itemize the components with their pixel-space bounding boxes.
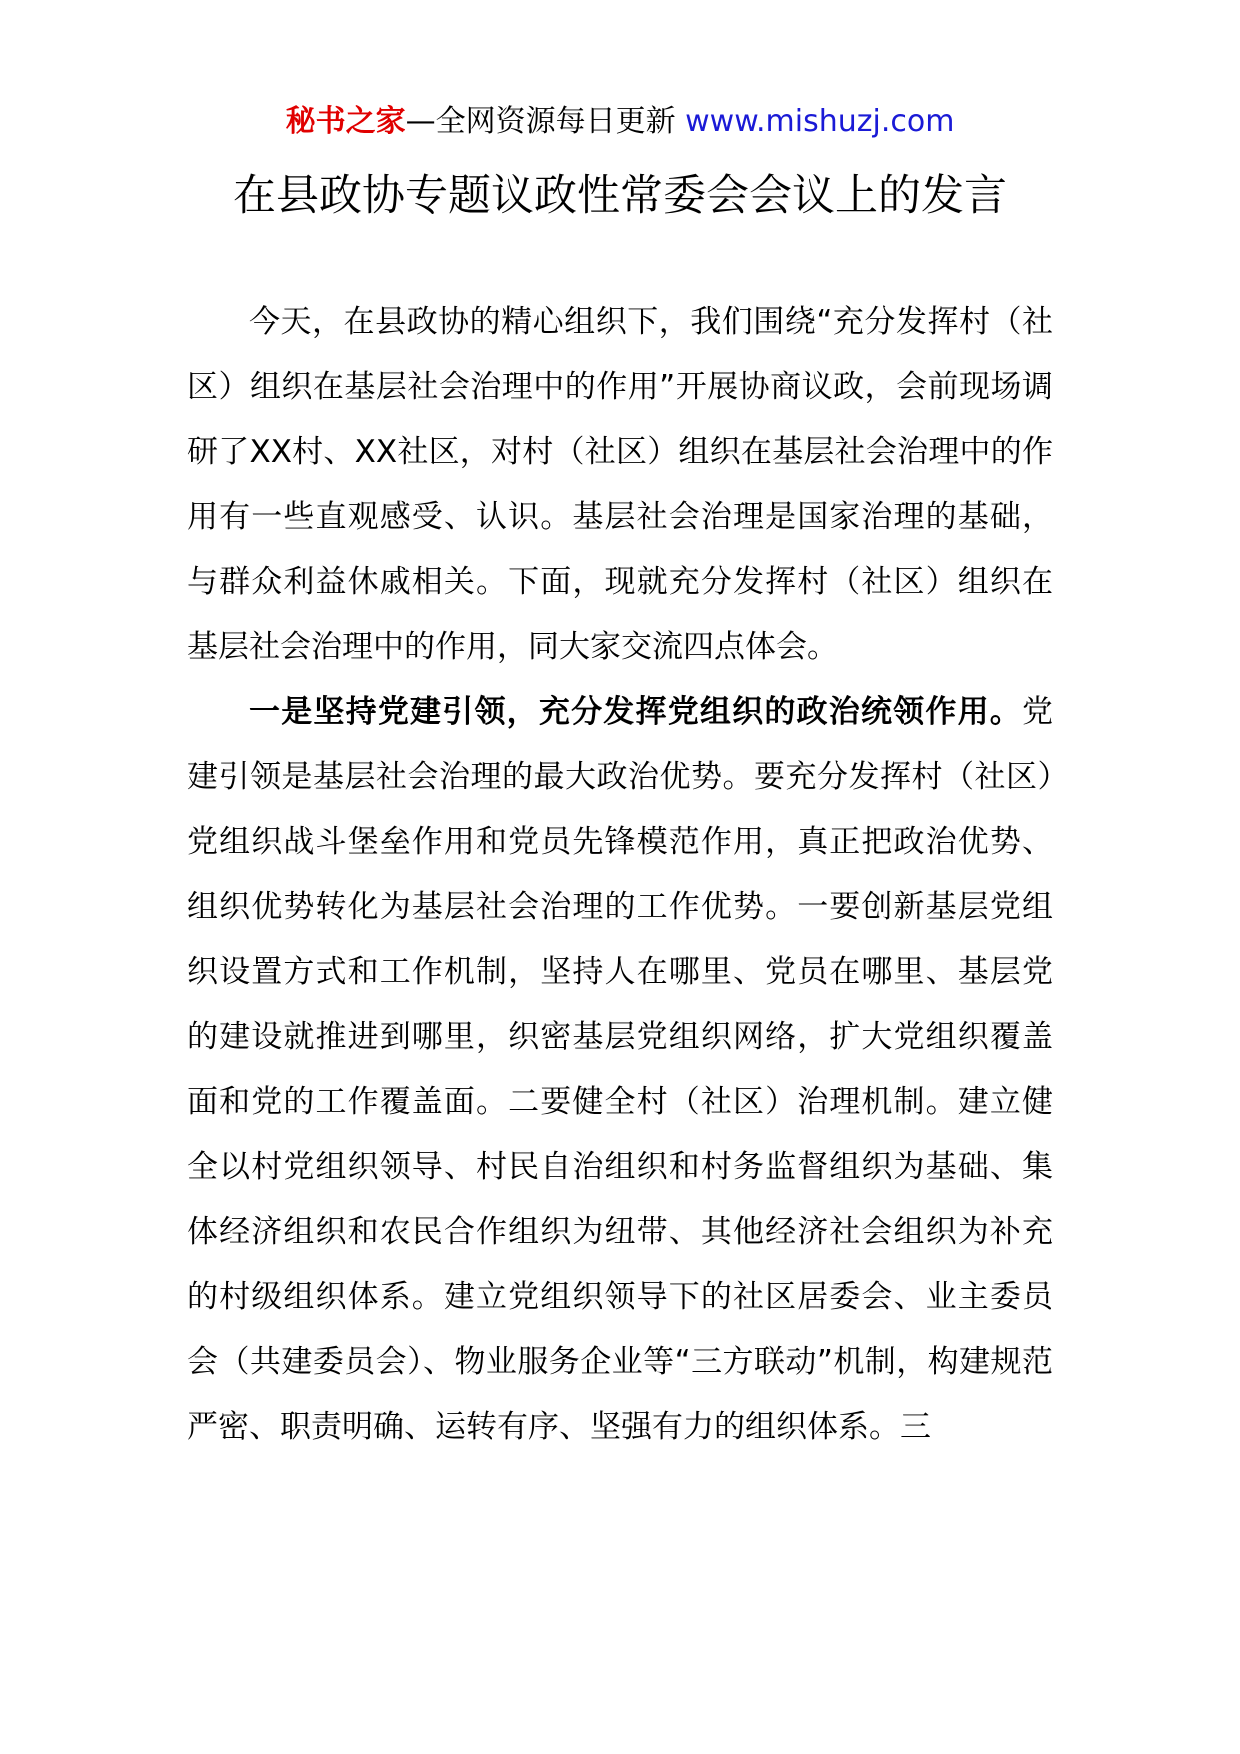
document-body (187, 290, 1053, 1460)
paragraph-point-one (187, 680, 1053, 1460)
document-title: 在县政协专题议政性常委会会议上的发言 (233, 171, 1007, 221)
paragraph-intro (187, 290, 1053, 680)
brand-name: 秘书之家 (285, 104, 406, 139)
paragraph-text: 今天，在县政协的精心组织下，我们围绕“充分发挥村（社区）组织在基层社会治理中的作用”开展协商议政，会前现场调研了XX村、XX社区，对村（社区）组织在基层社会治理中的作用有一些直观感受、认识。基层社会治理是国家治理的基础，与群众利益休戚相关。下面，现就充分发挥村（社区）组织在基层社会治理中的作用，同大家交流四点体会。 (187, 304, 1053, 665)
header-tagline: —全网资源每日更新 (405, 104, 686, 139)
paragraph-text: 党建引领是基层社会治理的最大政治优势。要充分发挥村（社区）党组织战斗堡垒作用和党员先锋模范作用，真正把政治优势、组织优势转化为基层社会治理的工作优势。一要创新基层党组织设置方式和工作机制，坚持人在哪里、党员在哪里、基层党的建设就推进到哪里，织密基层党组织网络，扩大党组织覆盖面和党的工作覆盖面。二要健全村（社区）治理机制。建立健全以村党组织领导、村民自治组织和村务监督组织为基础、集体经济组织和农民合作组织为纽带、其他经济社会组织为补充的村级组织体系。建立党组织领导下的社区居委会、业主委员会（共建委员会）、物业服务企业等“三方联动”机制，构建规范严密、职责明确、运转有序、坚强有力的组织体系。三 (187, 694, 1053, 1445)
site-header (0, 102, 1240, 142)
paragraph-lead: 一是坚持党建引领，充分发挥党组织的政治统领作用。 (249, 694, 1022, 730)
site-url-link[interactable]: www.mishuzj.com (685, 104, 955, 139)
